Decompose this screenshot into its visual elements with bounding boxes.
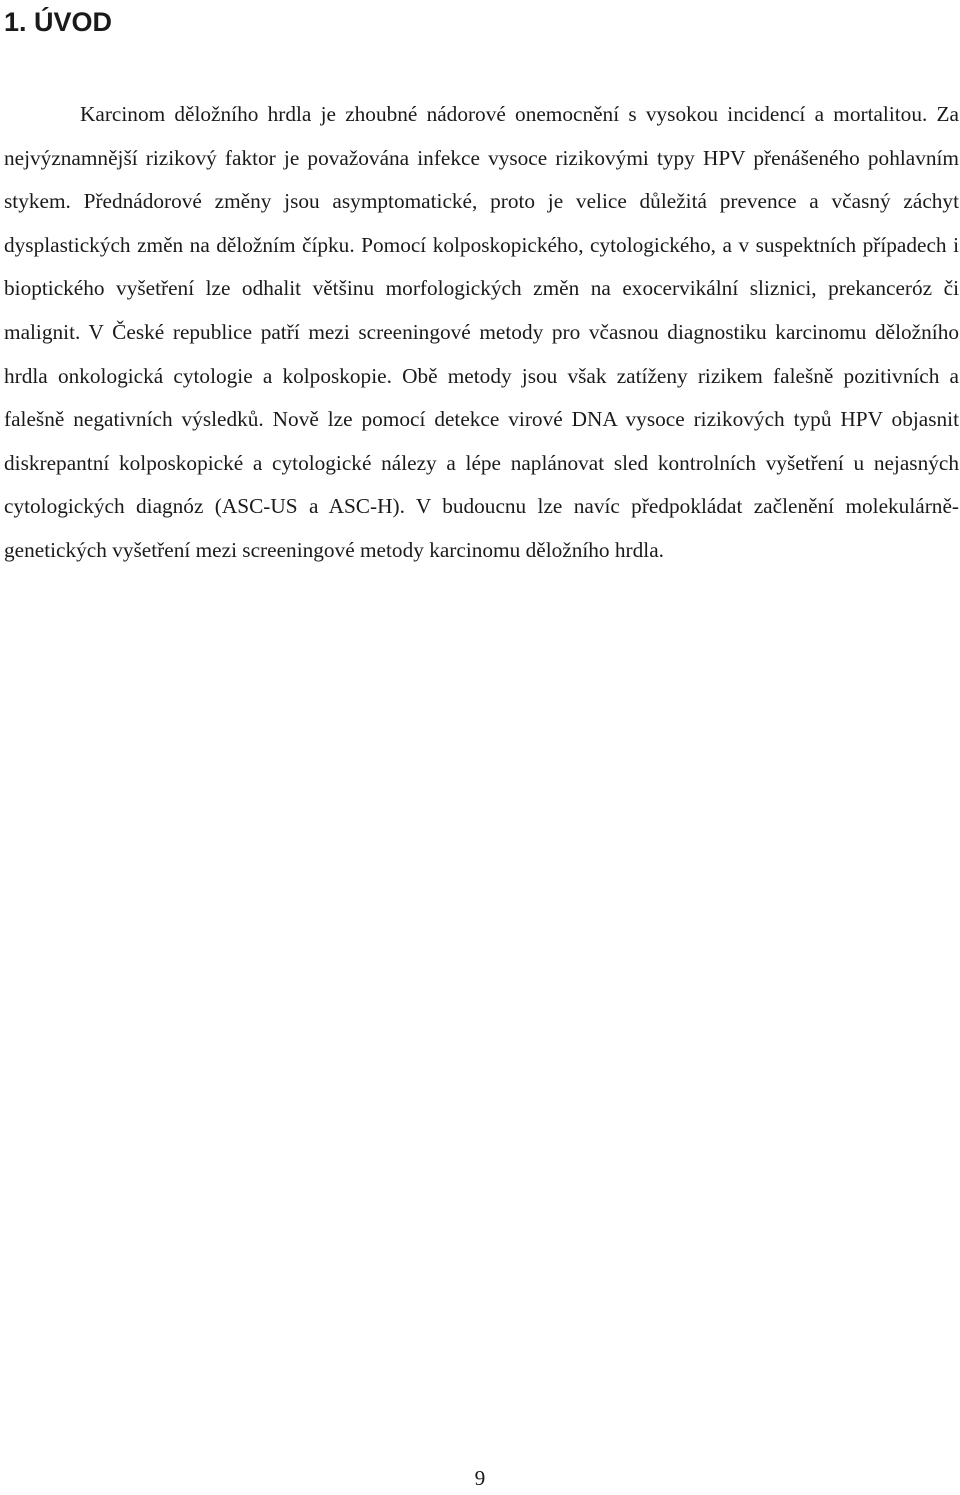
body-paragraph: Karcinom děložního hrdla je zhoubné nádorové onemocnění s vysokou incidencí a mortalitou. Za nejvýznamnější rizikový faktor je považována infekce vysoce rizikovými typy HPV přenášeného pohlavním stykem. Přednádorové změny jsou asymptomatické, proto je velice důležitá prevence a včasný záchyt dysplastických změn na děložním čípku. Pomocí kolposkopického, cytologického, a v suspektních případech i bioptického vyšetření lze odhalit většinu morfologických změn na exocervikální sliznici, prekanceróz či malignit. V České republice patří mezi screeningové metody pro včasnou diagnostiku karcinomu děložního hrdla onkologická cytologie a kolposkopie. Obě metody jsou však zatíženy rizikem falešně pozitivních a falešně negativních výsledků. Nově lze pomocí detekce virové DNA vysoce rizikových typů HPV objasnit diskrepantní kolposkopické a cytologické nálezy a lépe naplánovat sled kontrolních vyšetření u nejasných cytologických diagnóz (ASC-US a ASC-H). V budoucnu lze navíc předpokládat začlenění molekulárně-genetických vyšetření mezi screeningové metody karcinomu děložního hrdla. [4, 102, 959, 562]
section-heading: 1. ÚVOD [4, 7, 113, 37]
page-number: 9 [474, 1466, 486, 1490]
